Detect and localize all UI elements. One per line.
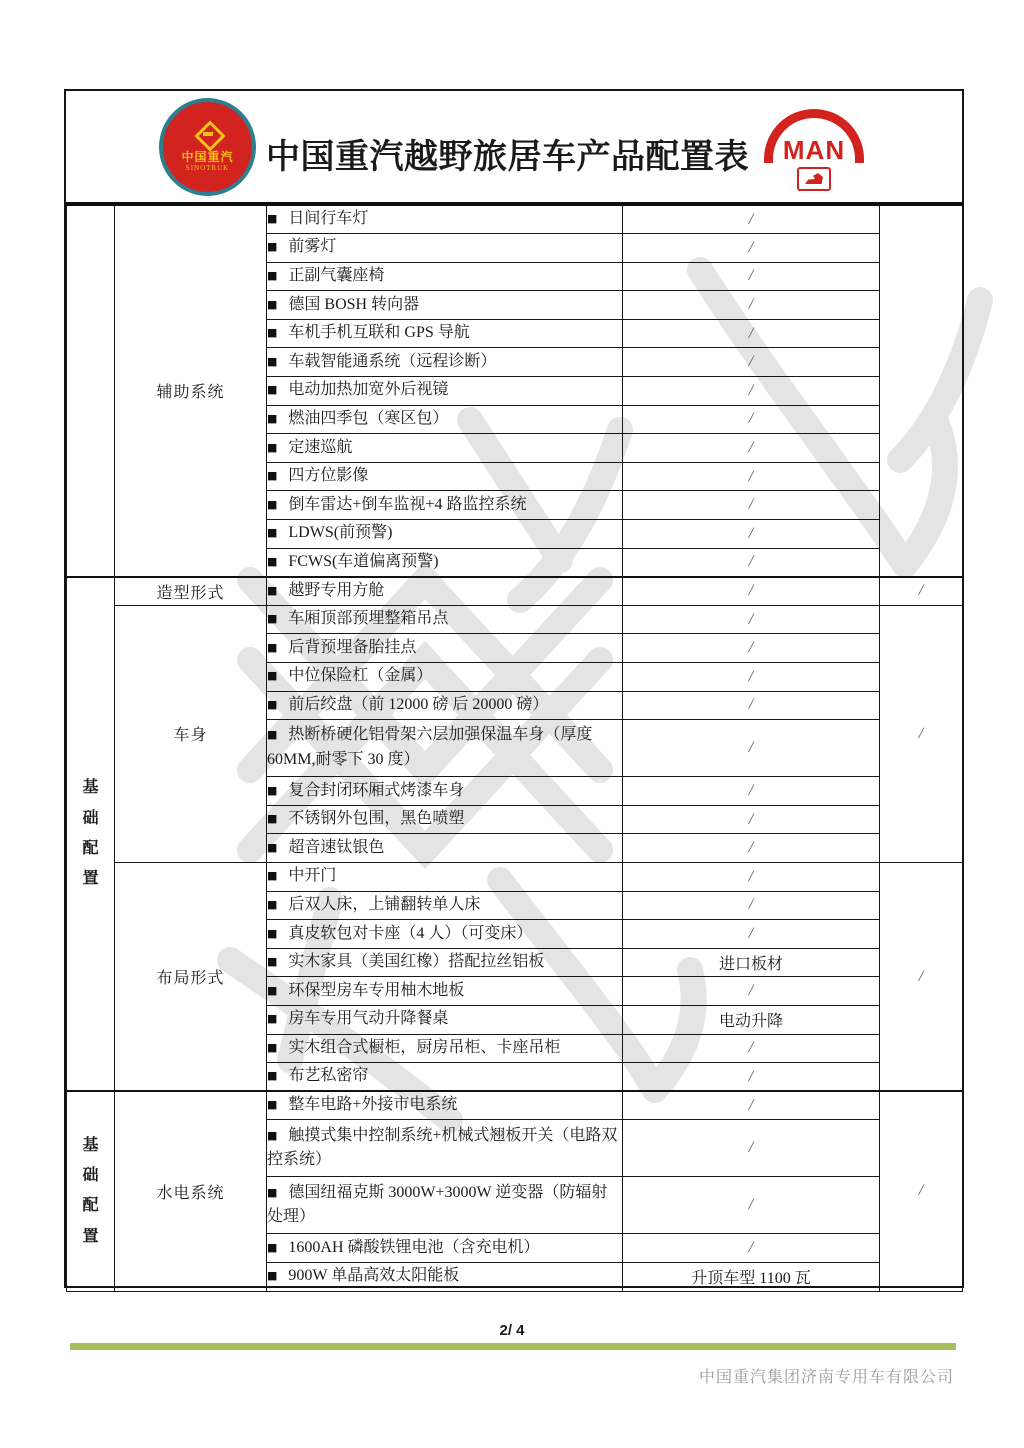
company-name: 中国重汽集团济南专用车有限公司 bbox=[698, 1369, 954, 1386]
config-item-cell bbox=[267, 520, 623, 549]
config-item-cell bbox=[267, 262, 623, 291]
config-item-text: 四方位影像 bbox=[288, 467, 369, 485]
config-item-text: 实木家具（美国红橡）搭配拉丝铝板 bbox=[288, 953, 545, 971]
side-label-char: 础 bbox=[82, 1166, 99, 1184]
config-item-text: 日间行车灯 bbox=[288, 210, 369, 228]
config-value-cell: / bbox=[623, 862, 880, 891]
square-bullet-icon: ■ bbox=[267, 212, 278, 226]
config-value-cell: 进口板材 bbox=[623, 948, 880, 977]
config-item-cell bbox=[267, 291, 623, 320]
category-label-cell: 水电系统 bbox=[115, 1091, 267, 1291]
config-item-cell bbox=[267, 920, 623, 949]
config-item-cell bbox=[267, 720, 623, 777]
config-item-cell bbox=[267, 1234, 623, 1263]
square-bullet-icon: ■ bbox=[267, 554, 278, 568]
config-value-cell: / bbox=[623, 291, 880, 320]
config-item-text: 前后绞盘（前 12000 磅 后 20000 磅） bbox=[288, 695, 549, 713]
config-value-cell: / bbox=[623, 577, 880, 606]
config-item-cell bbox=[267, 491, 623, 520]
config-item-text: 电动加热加宽外后视镜 bbox=[288, 381, 449, 399]
config-item-text: 正副气囊座椅 bbox=[288, 267, 385, 285]
config-value-cell: / bbox=[623, 1177, 880, 1234]
config-value-cell: / bbox=[623, 720, 880, 777]
config-item-cell bbox=[267, 605, 623, 634]
config-item-text: 德国 BOSH 转向器 bbox=[288, 295, 420, 313]
config-value-cell: / bbox=[623, 491, 880, 520]
config-item-cell bbox=[267, 1262, 623, 1291]
man-logo bbox=[759, 103, 869, 191]
config-item-cell bbox=[267, 948, 623, 977]
config-item-cell bbox=[267, 377, 623, 406]
square-bullet-icon: ■ bbox=[267, 326, 278, 340]
config-item-cell bbox=[267, 319, 623, 348]
config-item-text: 燃油四季包（寒区包） bbox=[288, 410, 449, 428]
square-bullet-icon: ■ bbox=[267, 897, 278, 911]
footer-divider bbox=[70, 1343, 956, 1350]
config-value-cell: / bbox=[623, 348, 880, 377]
square-bullet-icon: ■ bbox=[267, 1240, 278, 1254]
square-bullet-icon: ■ bbox=[267, 955, 278, 969]
config-value-cell: / bbox=[623, 377, 880, 406]
square-bullet-icon: ■ bbox=[267, 1040, 278, 1054]
config-item-text: 真皮软包对卡座（4 人）（可变床） bbox=[288, 924, 533, 942]
square-bullet-icon: ■ bbox=[267, 240, 278, 254]
config-item-text: 中位保险杠（金属） bbox=[288, 667, 433, 685]
config-value-cell: / bbox=[623, 1034, 880, 1063]
config-value-cell: / bbox=[623, 462, 880, 491]
config-value-cell: / bbox=[623, 777, 880, 806]
side-label-char: 础 bbox=[82, 809, 99, 827]
config-value-cell: / bbox=[623, 805, 880, 834]
man-lion-icon bbox=[805, 173, 823, 184]
square-bullet-icon: ■ bbox=[267, 1128, 278, 1142]
config-item-text: 1600AH 磷酸铁锂电池（含充电机） bbox=[288, 1238, 540, 1256]
config-value-cell: / bbox=[623, 663, 880, 692]
config-item-cell bbox=[267, 577, 623, 606]
side-label-char: 配 bbox=[82, 839, 99, 857]
config-value-cell: / bbox=[623, 834, 880, 863]
square-bullet-icon: ■ bbox=[267, 728, 278, 742]
config-item-text: 环保型房车专用柚木地板 bbox=[288, 981, 465, 999]
config-item-text: 900W 单晶高效太阳能板 bbox=[288, 1267, 460, 1285]
man-logo-text: MAN bbox=[782, 134, 846, 165]
config-value-cell: / bbox=[623, 234, 880, 263]
config-value-cell: / bbox=[623, 548, 880, 577]
square-bullet-icon: ■ bbox=[267, 840, 278, 854]
square-bullet-icon: ■ bbox=[267, 269, 278, 283]
config-item-cell bbox=[267, 1034, 623, 1063]
config-item-text: 车载智能通系统（远程诊断） bbox=[288, 352, 497, 370]
config-item-cell bbox=[267, 1120, 623, 1177]
config-item-cell bbox=[267, 891, 623, 920]
config-item-cell bbox=[267, 691, 623, 720]
config-item-cell bbox=[267, 1063, 623, 1092]
config-value-cell: / bbox=[623, 205, 880, 234]
config-item-cell bbox=[267, 205, 623, 234]
square-bullet-icon: ■ bbox=[267, 926, 278, 940]
config-item-cell bbox=[267, 862, 623, 891]
config-item-text: 后双人床，上铺翻转单人床 bbox=[288, 895, 481, 913]
config-item-cell bbox=[267, 548, 623, 577]
config-item-text: 实木组合式橱柜，厨房吊柜、卡座吊柜 bbox=[288, 1038, 561, 1056]
side-label-char: 基 bbox=[82, 1136, 99, 1154]
config-item-cell bbox=[267, 977, 623, 1006]
square-bullet-icon: ■ bbox=[267, 812, 278, 826]
config-item-text: 房车专用气动升降餐桌 bbox=[288, 1010, 449, 1028]
config-item-text: FCWS(车道偏离预警) bbox=[288, 552, 439, 570]
config-item-cell bbox=[267, 434, 623, 463]
group-note-cell bbox=[880, 205, 963, 577]
config-item-text: 热断桥硬化铝骨架六层加强保温车身（厚度 60MM,耐零下 30 度） bbox=[267, 726, 593, 769]
config-item-text: 不锈钢外包围，黑色喷塑 bbox=[288, 810, 465, 828]
square-bullet-icon: ■ bbox=[267, 783, 278, 797]
square-bullet-icon: ■ bbox=[267, 297, 278, 311]
config-value-cell: / bbox=[623, 1091, 880, 1120]
config-item-cell bbox=[267, 348, 623, 377]
square-bullet-icon: ■ bbox=[267, 640, 278, 654]
square-bullet-icon: ■ bbox=[267, 1185, 278, 1199]
config-value-cell: / bbox=[623, 319, 880, 348]
config-item-cell bbox=[267, 462, 623, 491]
config-item-cell bbox=[267, 834, 623, 863]
page-title: 中国重汽越野旅居车产品配置表 bbox=[266, 139, 749, 176]
config-item-text: 复合封闭环厢式烤漆车身 bbox=[288, 781, 465, 799]
config-item-text: 德国纽福克斯 3000W+3000W 逆变器（防辐射处理） bbox=[267, 1183, 608, 1226]
square-bullet-icon: ■ bbox=[267, 583, 278, 597]
config-value-cell: 升顶车型 1100 瓦 bbox=[623, 1262, 880, 1291]
config-item-text: 触摸式集中控制系统+机械式翘板开关（电路双控系统） bbox=[267, 1126, 618, 1169]
config-item-text: 倒车雷达+倒车监视+4 路监控系统 bbox=[288, 495, 527, 513]
config-value-cell: / bbox=[623, 891, 880, 920]
config-item-text: 定速巡航 bbox=[288, 438, 353, 456]
group-note-cell: / bbox=[880, 577, 963, 606]
group-note-cell: / bbox=[880, 862, 963, 1091]
config-value-cell: 电动升降 bbox=[623, 1005, 880, 1034]
config-value-cell: / bbox=[623, 434, 880, 463]
table-row bbox=[67, 862, 963, 891]
category-label-cell: 车身 bbox=[115, 605, 267, 862]
config-table bbox=[66, 204, 963, 1292]
config-value-cell: / bbox=[623, 1234, 880, 1263]
man-lion-box bbox=[797, 167, 831, 191]
square-bullet-icon: ■ bbox=[267, 697, 278, 711]
config-item-cell bbox=[267, 1177, 623, 1234]
side-label-char: 置 bbox=[82, 870, 99, 888]
config-item-cell bbox=[267, 405, 623, 434]
config-value-cell: / bbox=[623, 1063, 880, 1092]
config-value-cell: / bbox=[623, 977, 880, 1006]
square-bullet-icon: ■ bbox=[267, 1098, 278, 1112]
square-bullet-icon: ■ bbox=[267, 612, 278, 626]
category-label-cell: 布局形式 bbox=[115, 862, 267, 1091]
config-item-cell bbox=[267, 663, 623, 692]
config-value-cell: / bbox=[623, 1120, 880, 1177]
sinotruk-emblem-icon bbox=[195, 121, 221, 147]
group-note-cell: / bbox=[880, 605, 963, 862]
table-row bbox=[67, 205, 963, 234]
config-item-text: 车机手机互联和 GPS 导航 bbox=[288, 324, 470, 342]
config-item-text: 前雾灯 bbox=[288, 238, 337, 256]
category-label-cell: 造型形式 bbox=[115, 577, 267, 606]
config-item-text: LDWS(前预警) bbox=[288, 524, 393, 542]
table-row bbox=[67, 605, 963, 634]
square-bullet-icon: ■ bbox=[267, 440, 278, 454]
man-arch-icon bbox=[764, 109, 864, 163]
page-frame bbox=[64, 89, 964, 1288]
square-bullet-icon: ■ bbox=[267, 383, 278, 397]
config-value-cell: / bbox=[623, 605, 880, 634]
config-item-text: 布艺私密帘 bbox=[288, 1067, 369, 1085]
side-label-char: 基 bbox=[82, 779, 99, 797]
config-item-cell bbox=[267, 805, 623, 834]
config-item-cell bbox=[267, 1005, 623, 1034]
sinotruk-logo-en: SINOTRUK bbox=[185, 164, 230, 172]
section-side-label bbox=[67, 205, 115, 577]
square-bullet-icon: ■ bbox=[267, 669, 278, 683]
config-item-cell bbox=[267, 777, 623, 806]
section-side-label bbox=[67, 577, 115, 1092]
side-label-char: 配 bbox=[82, 1197, 99, 1215]
category-label-cell: 辅助系统 bbox=[115, 205, 267, 577]
square-bullet-icon: ■ bbox=[267, 1069, 278, 1083]
config-item-text: 车厢顶部预埋整箱吊点 bbox=[288, 610, 449, 628]
page-number: 2/ 4 bbox=[499, 1322, 525, 1339]
config-item-cell bbox=[267, 634, 623, 663]
config-value-cell: / bbox=[623, 691, 880, 720]
square-bullet-icon: ■ bbox=[267, 1269, 278, 1283]
sinotruk-logo bbox=[159, 98, 256, 196]
config-item-cell bbox=[267, 234, 623, 263]
config-value-cell: / bbox=[623, 634, 880, 663]
config-value-cell: / bbox=[623, 920, 880, 949]
config-item-text: 整车电路+外接市电系统 bbox=[288, 1096, 458, 1114]
section-side-label bbox=[67, 1091, 115, 1291]
square-bullet-icon: ■ bbox=[267, 354, 278, 368]
config-item-text: 超音速钛银色 bbox=[288, 838, 385, 856]
config-value-cell: / bbox=[623, 520, 880, 549]
config-item-text: 中开门 bbox=[288, 867, 337, 885]
config-item-text: 越野专用方舱 bbox=[288, 581, 385, 599]
side-label-char: 置 bbox=[82, 1227, 99, 1245]
square-bullet-icon: ■ bbox=[267, 1012, 278, 1026]
config-value-cell: / bbox=[623, 405, 880, 434]
config-value-cell: / bbox=[623, 262, 880, 291]
config-item-text: 后背预埋备胎挂点 bbox=[288, 638, 417, 656]
square-bullet-icon: ■ bbox=[267, 412, 278, 426]
square-bullet-icon: ■ bbox=[267, 526, 278, 540]
sinotruk-logo-cn: 中国重汽 bbox=[181, 149, 234, 164]
document-header bbox=[66, 91, 962, 204]
square-bullet-icon: ■ bbox=[267, 469, 278, 483]
square-bullet-icon: ■ bbox=[267, 983, 278, 997]
group-note-cell: / bbox=[880, 1091, 963, 1291]
config-item-cell bbox=[267, 1091, 623, 1120]
table-row bbox=[67, 1091, 963, 1120]
table-row bbox=[67, 577, 963, 606]
square-bullet-icon: ■ bbox=[267, 497, 278, 511]
square-bullet-icon: ■ bbox=[267, 869, 278, 883]
